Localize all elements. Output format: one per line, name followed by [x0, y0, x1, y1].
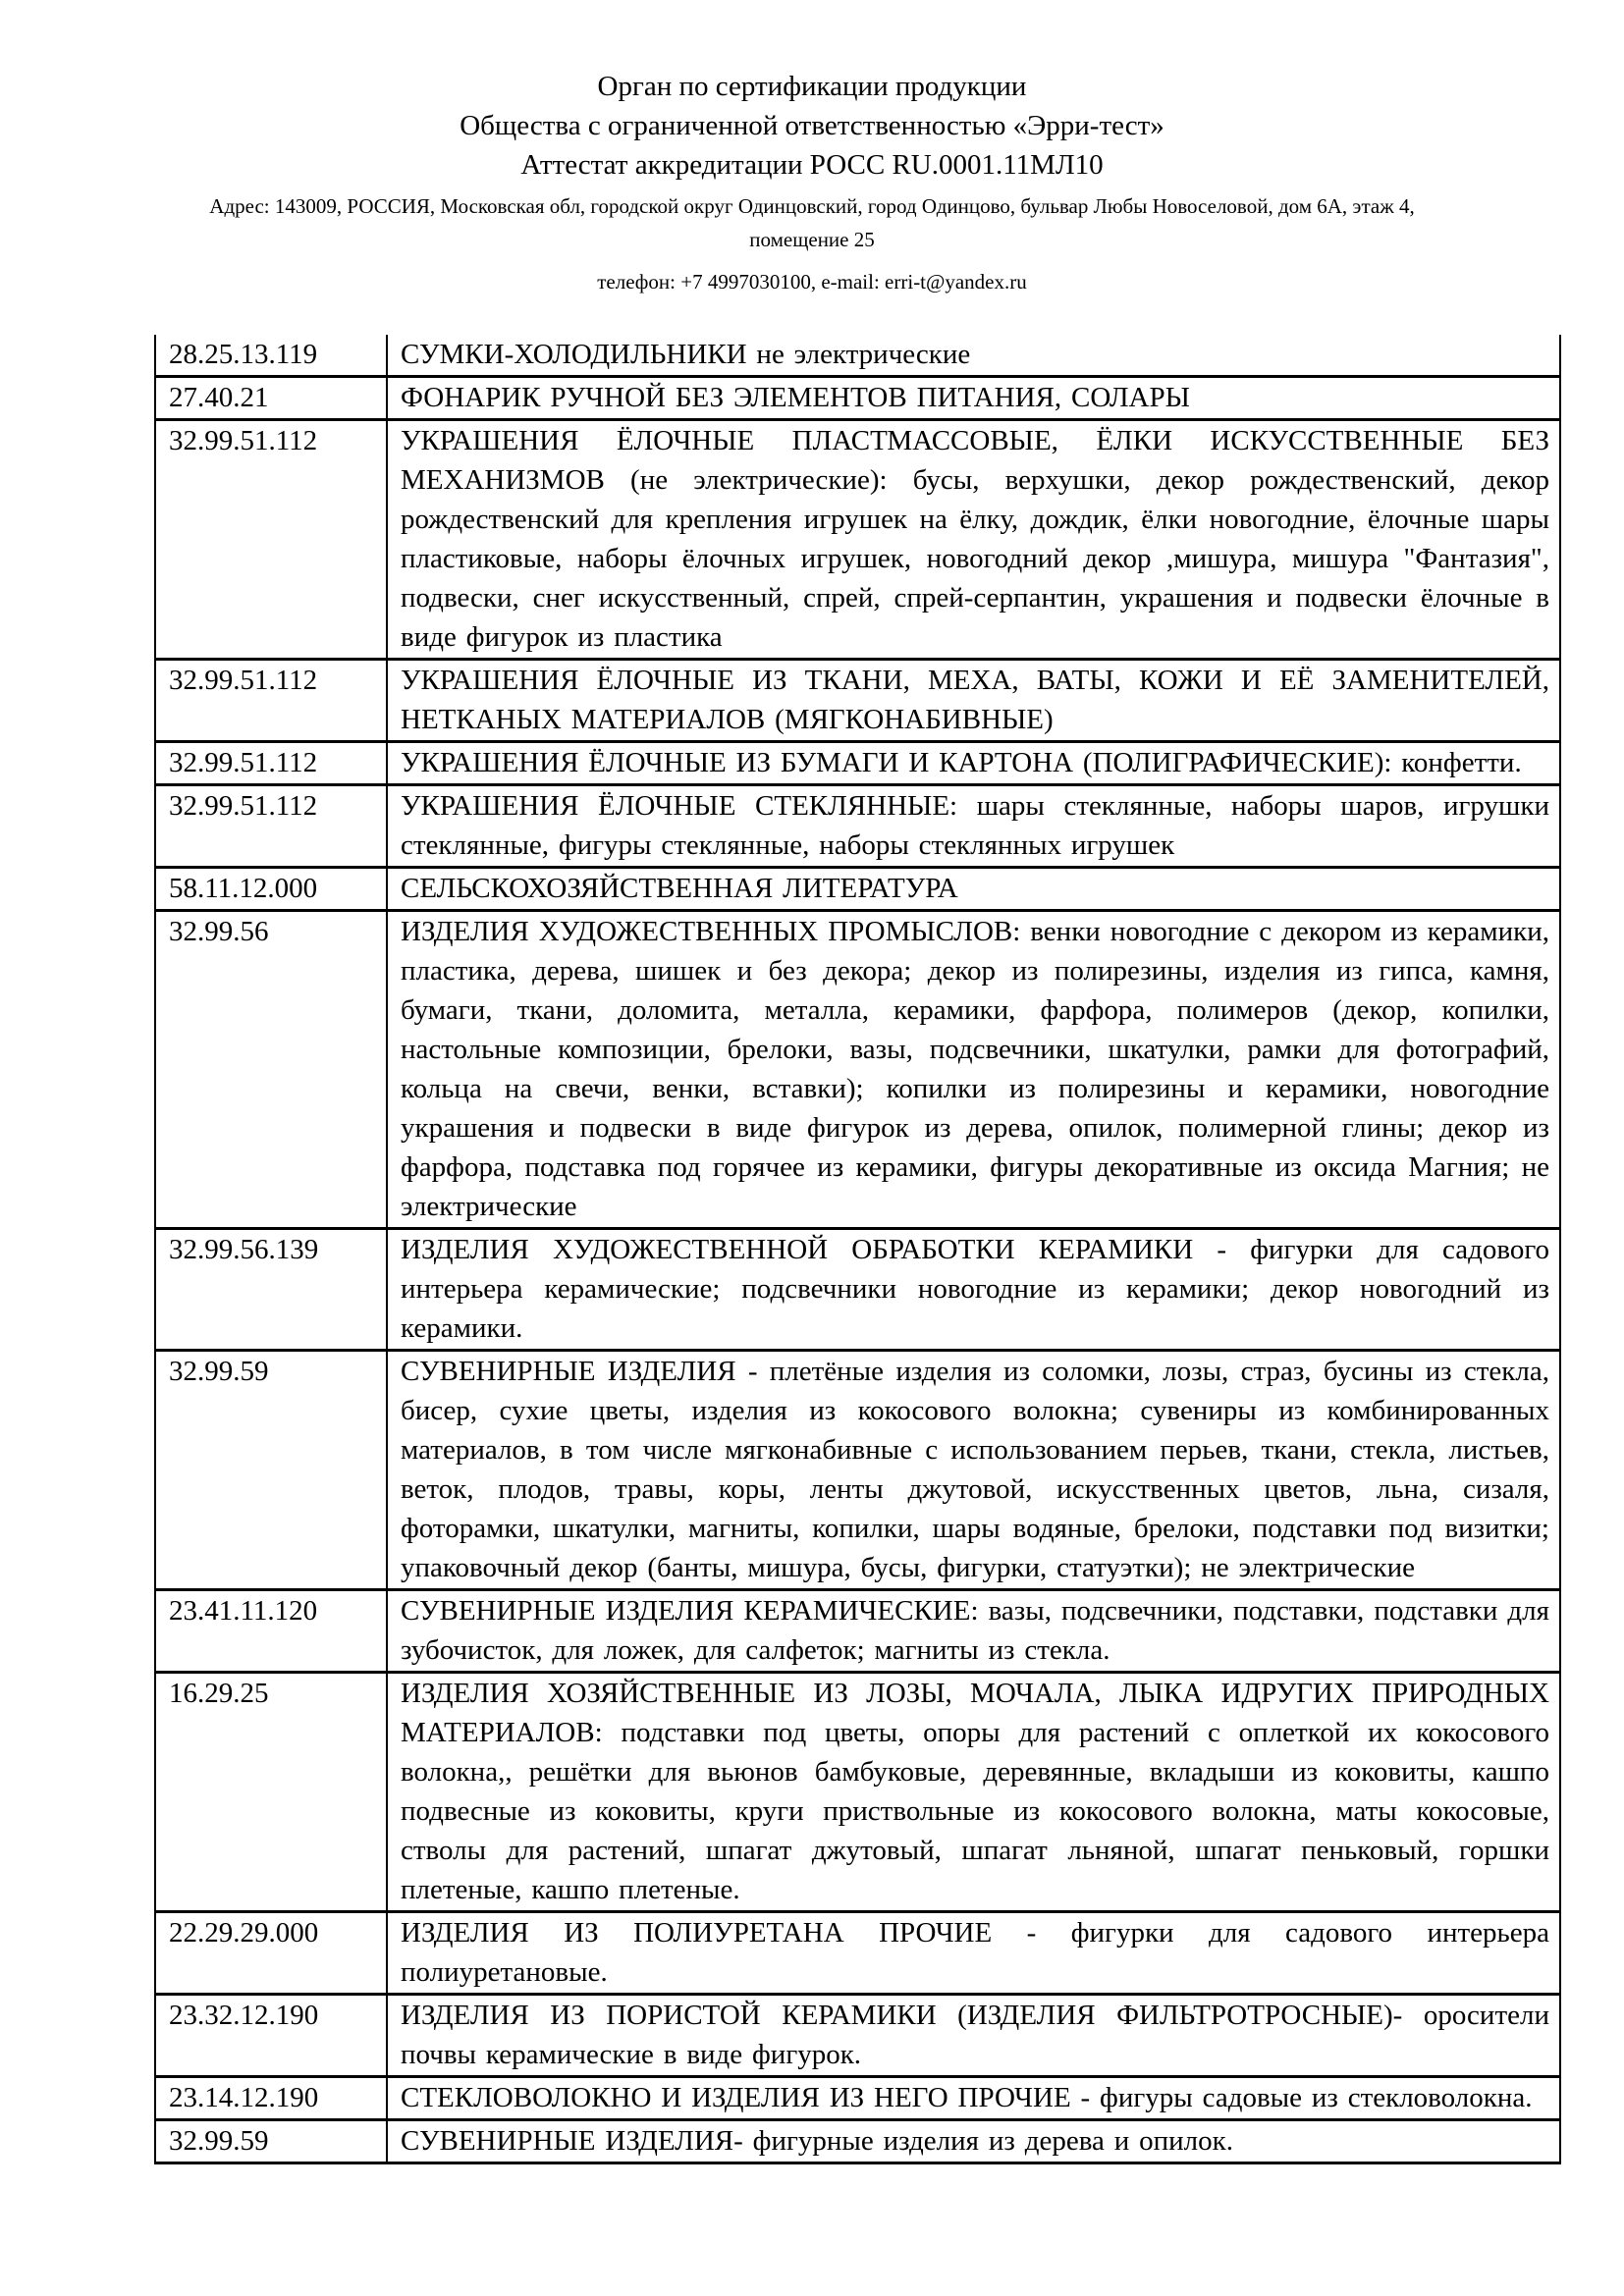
product-description-cell: СУВЕНИРНЫЕ ИЗДЕЛИЯ КЕРАМИЧЕСКИЕ: вазы, подсвечники, подставки, подставки для зубочисток, для ложек, для салфеток; магниты из стекла. [387, 1590, 1560, 1673]
product-table-body [155, 335, 1560, 2163]
table-row [155, 1229, 1560, 1351]
product-description-cell: СТЕКЛОВОЛОКНО И ИЗДЕЛИЯ ИЗ НЕГО ПРОЧИЕ - фигуры садовые из стекловолокна. [387, 2077, 1560, 2120]
table-row [155, 1912, 1560, 1995]
product-code-cell: 32.99.51.112 [155, 785, 387, 868]
product-code-cell: 32.99.59 [155, 2120, 387, 2163]
product-description-cell: ИЗДЕЛИЯ ХОЗЯЙСТВЕННЫЕ ИЗ ЛОЗЫ, МОЧАЛА, ЛЫКА ИДРУГИХ ПРИРОДНЫХ МАТЕРИАЛОВ: подставки под цветы, опоры для растений с оплеткой их кокосового волокна,, решётки для вьюнов бамбуковые, деревянные, вкладыши из коковиты, кашпо подвесные из коковиты, круги приствольные из кокосового волокна, маты кокосовые, стволы для растений, шпагат джутовый, шпагат льняной, шпагат пеньковый, горшки плетеные, кашпо плетеные. [387, 1673, 1560, 1912]
product-description-cell: ИЗДЕЛИЯ ИЗ ПОРИСТОЙ КЕРАМИКИ (ИЗДЕЛИЯ ФИЛЬТРОТРОСНЫЕ)- оросители почвы керамические в виде фигурок. [387, 1995, 1560, 2077]
product-description-cell: ИЗДЕЛИЯ ХУДОЖЕСТВЕННОЙ ОБРАБОТКИ КЕРАМИКИ - фигурки для садового интерьера керамические; подсвечники новогодние из керамики; декор новогодний из керамики. [387, 1229, 1560, 1351]
product-description-cell: УКРАШЕНИЯ ЁЛОЧНЫЕ СТЕКЛЯННЫЕ: шары стеклянные, наборы шаров, игрушки стеклянные, фигуры стеклянные, наборы стеклянных игрушек [387, 785, 1560, 868]
contacts-line: телефон: +7 4997030100, e-mail: erri-t@yandex.ru [597, 270, 1027, 294]
product-code-cell: 23.32.12.190 [155, 1995, 387, 2077]
product-code-cell: 32.99.56 [155, 911, 387, 1229]
product-description-cell: СЕЛЬСКОХОЗЯЙСТВЕННАЯ ЛИТЕРАТУРА [387, 868, 1560, 911]
product-code-cell: 58.11.12.000 [155, 868, 387, 911]
table-row [155, 868, 1560, 911]
table-row [155, 911, 1560, 1229]
product-description-cell: СУМКИ-ХОЛОДИЛЬНИКИ не электрические [387, 335, 1560, 377]
product-description-cell: ФОНАРИК РУЧНОЙ БЕЗ ЭЛЕМЕНТОВ ПИТАНИЯ, СОЛАРЫ [387, 377, 1560, 420]
product-code-cell: 32.99.51.112 [155, 420, 387, 660]
product-code-cell: 28.25.13.119 [155, 335, 387, 377]
address-line: Адрес: 143009, РОССИЯ, Московская обл, городской округ Одинцовский, город Одинцово, бульвар Любы Новоселовой, дом 6А, этаж 4, помещение 25 [209, 194, 1415, 251]
product-description-cell: УКРАШЕНИЯ ЁЛОЧНЫЕ ИЗ БУМАГИ И КАРТОНА (ПОЛИГРАФИЧЕСКИЕ): конфетти. [387, 742, 1560, 785]
table-row [155, 1673, 1560, 1912]
product-description-cell: УКРАШЕНИЯ ЁЛОЧНЫЕ ИЗ ТКАНИ, МЕХА, ВАТЫ, КОЖИ И ЕЁ ЗАМЕНИТЕЛЕЙ, НЕТКАНЫХ МАТЕРИАЛОВ (МЯГКОНАБИВНЫЕ) [387, 660, 1560, 742]
product-description-cell: ИЗДЕЛИЯ ИЗ ПОЛИУРЕТАНА ПРОЧИЕ - фигурки для садового интерьера полиуретановые. [387, 1912, 1560, 1995]
product-code-cell: 32.99.59 [155, 1351, 387, 1590]
product-description-cell: ИЗДЕЛИЯ ХУДОЖЕСТВЕННЫХ ПРОМЫСЛОВ: венки новогодние с декором из керамики, пластика, дерева, шишек и без декора; декор из полирезины, изделия из гипса, камня, бумаги, ткани, доломита, металла, керамики, фарфора, полимеров (декор, копилки, настольные композиции, брелоки, вазы, подсвечники, шкатулки, рамки для фотографий, кольца на свечи, венки, вставки); копилки из полирезины и керамики, новогодние украшения и подвески в виде фигурок из дерева, опилок, полимерной глины; декор из фарфора, подставка под горячее из керамики, фигуры декоративные из оксида Магния; не электрические [387, 911, 1560, 1229]
table-row [155, 2120, 1560, 2163]
product-code-cell: 32.99.56.139 [155, 1229, 387, 1351]
table-row [155, 2077, 1560, 2120]
product-description-cell: УКРАШЕНИЯ ЁЛОЧНЫЕ ПЛАСТМАССОВЫЕ, ЁЛКИ ИСКУССТВЕННЫЕ БЕЗ МЕХАНИЗМОВ (не электрические): бусы, верхушки, декор рождественский, декор рождественский для крепления игрушек на ёлку, дождик, ёлки новогодние, ёлочные шары пластиковые, наборы ёлочных игрушек, новогодний декор ,мишура, мишура "Фантазия", подвески, снег искусственный, спрей, спрей-серпантин, украшения и подвески ёлочные в виде фигурок из пластика [387, 420, 1560, 660]
product-code-cell: 32.99.51.112 [155, 660, 387, 742]
table-row [155, 742, 1560, 785]
product-code-cell: 27.40.21 [155, 377, 387, 420]
table-row [155, 377, 1560, 420]
document-header [0, 0, 1624, 298]
product-code-cell: 23.41.11.120 [155, 1590, 387, 1673]
product-code-cell: 22.29.29.000 [155, 1912, 387, 1995]
table-row [155, 785, 1560, 868]
table-row [155, 1351, 1560, 1590]
table-row [155, 660, 1560, 742]
org-title-line-1: Орган по сертификации продукции [597, 71, 1027, 102]
table-row [155, 420, 1560, 660]
table-row [155, 1590, 1560, 1673]
accreditation-line: Аттестат аккредитации РОСС RU.0001.11МЛ10 [520, 149, 1104, 181]
table-row [155, 1995, 1560, 2077]
product-description-cell: СУВЕНИРНЫЕ ИЗДЕЛИЯ - плетёные изделия из соломки, лозы, страз, бусины из стекла, бисер, сухие цветы, изделия из кокосового волокна; сувениры из комбинированных материалов, в том числе мягконабивные с использованием перьев, ткани, стекла, листьев, веток, плодов, травы, коры, ленты джутовой, искусственных цветов, льна, сизаля, фоторамки, шкатулки, магниты, копилки, шары водяные, брелоки, подставки под визитки; упаковочный декор (банты, мишура, бусы, фигурки, статуэтки); не электрические [387, 1351, 1560, 1590]
product-description-cell: СУВЕНИРНЫЕ ИЗДЕЛИЯ- фигурные изделия из дерева и опилок. [387, 2120, 1560, 2163]
product-codes-table [154, 335, 1561, 2164]
table-row [155, 335, 1560, 377]
product-code-cell: 32.99.51.112 [155, 742, 387, 785]
product-code-cell: 16.29.25 [155, 1673, 387, 1912]
org-title-line-2: Общества с ограниченной ответственностью «Эрри-тест» [460, 110, 1164, 141]
product-code-cell: 23.14.12.190 [155, 2077, 387, 2120]
